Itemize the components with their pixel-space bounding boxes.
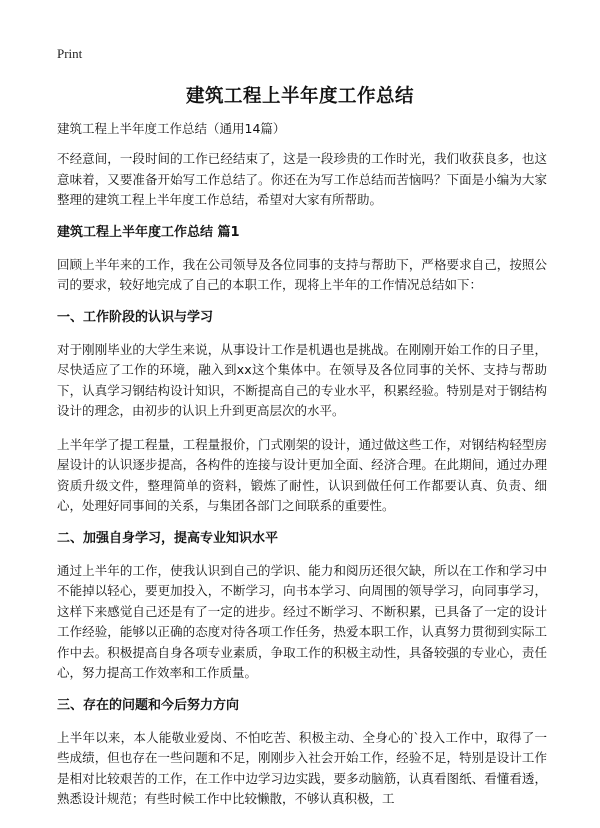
article-heading: 建筑工程上半年度工作总结 篇1 [57,224,240,240]
intro-paragraph: 不经意间，一段时间的工作已经结束了，这是一段珍贵的工作时光，我们收获良多，也这意味着，又要准备开始写工作总结了。你还在为写工作总结而苦恼吗？下面是小编为大家整理的建筑工程上半年度工作总结，希望对大家有所帮助。 [57,151,547,207]
document-body [57,120,547,823]
print-link[interactable]: Print [57,46,83,61]
section-2-paragraph-1: 通过上半年的工作，使我认识到自己的学识、能力和阅历还很欠缺，所以在工作和学习中不能掉以轻心，要更加投入，不断学习，向书本学习、向周围的领导学习，向同事学习，这样下来感觉自己还是有了一定的进步。经过不断学习、不断积累，已具备了一定的设计工作经验，能够以正确的态度对待各项工作任务，热爱本职工作，认真努力贯彻到实际工作中去。积极提高自身各项专业素质，争取工作的积极主动性，具备较强的专业心，责任心，努力提高工作效率和工作质量。 [57,562,547,680]
section-1-paragraph-1: 对于刚刚毕业的大学生来说，从事设计工作是机遇也是挑战。在刚刚开始工作的日子里，尽快适应了工作的环境，融入到xx这个集体中。在领导及各位同事的关怀、支持与帮助下，认真学习钢结构设计知识，不断提高自己的专业水平，积累经验。特别是对于钢结构设计的理念，由初步的认识上升到更高层次的水平。 [57,341,547,418]
section-1-paragraph-2: 上半年学了提工程量，工程量报价，门式刚架的设计，通过做这些工作，对钢结构轻型房屋设计的认识逐步提高，各构件的连接与设计更加全面、经济合理。在此期间，通过办理资质升级文件，整理简单的资料，锻炼了耐性，认识到做任何工作都要认真、负责、细心，处理好同事间的关系，与集团各部门之间联系的重要性。 [57,436,547,513]
section-heading-1: 一、工作阶段的认识与学习 [57,309,214,325]
document-subtitle: 建筑工程上半年度工作总结（通用14篇） [57,121,286,136]
opening-paragraph: 回顾上半年来的工作，我在公司领导及各位同事的支持与帮助下，严格要求自己，按照公司的要求，较好地完成了自己的本职工作，现将上半年的工作情况总结如下： [57,256,547,292]
document-title: 建筑工程上半年度工作总结 [185,86,414,107]
section-3-paragraph-1: 上半年以来，本人能敬业爱岗、不怕吃苦、积极主动、全身心的`投入工作中，取得了一些成绩，但也存在一些问题和不足，刚刚步入社会开始工作，经验不足，特别是设计工作是相对比较艰苦的工作，在工作中边学习边实践，要多动脑筋，认真看图纸、看懂看透，熟悉设计规范；有些时候工作中比较懒散，不够认真积极，工 [57,729,547,806]
section-heading-2: 二、加强自身学习，提高专业知识水平 [57,530,279,546]
section-heading-3: 三、存在的问题和今后努力方向 [57,697,240,713]
